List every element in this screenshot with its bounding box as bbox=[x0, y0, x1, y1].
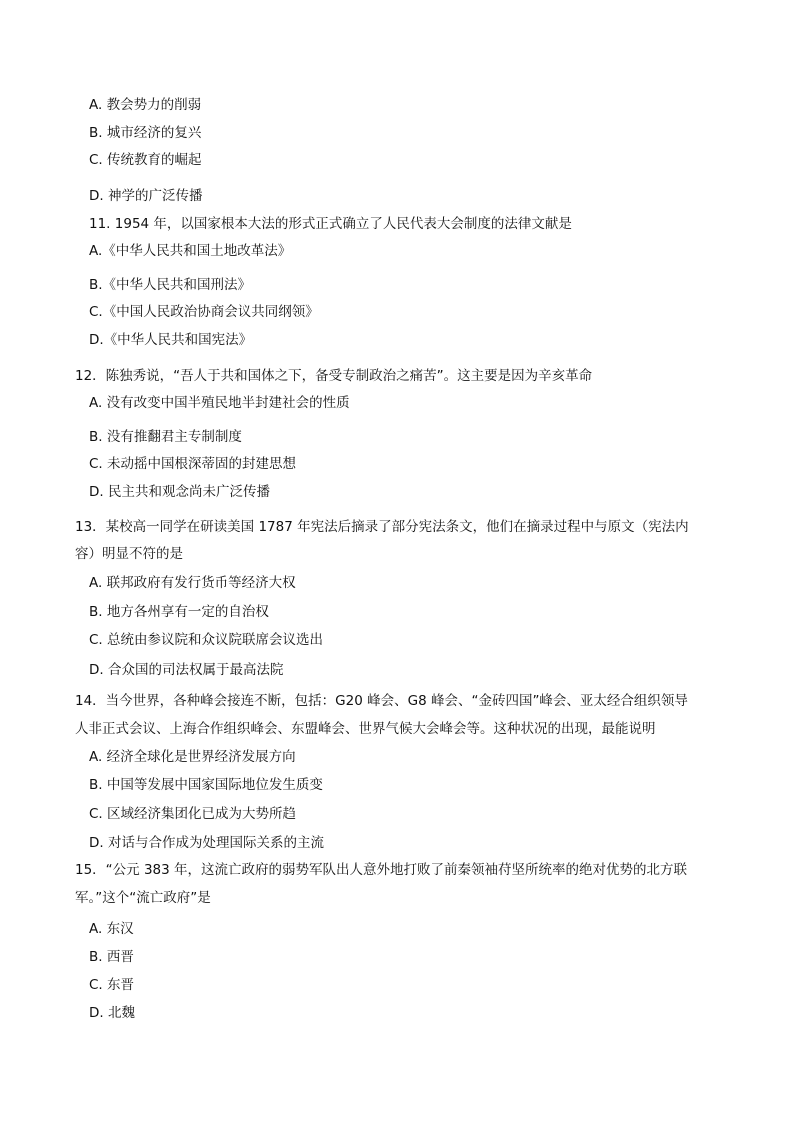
option-b: B.《中华人民共和国刑法》 bbox=[89, 277, 252, 293]
question-12-stem: 12．陈独秀说，“吾人于共和国体之下，备受专制政治之痛苦”。这主要是因为辛亥革命 bbox=[75, 368, 593, 384]
option-d: D. 神学的广泛传播 bbox=[89, 188, 203, 204]
option-d: D.《中华人民共和国宪法》 bbox=[89, 332, 253, 348]
option-c: C. 总统由参议院和众议院联席会议选出 bbox=[89, 632, 324, 648]
option-c: C. 未动摇中国根深蒂固的封建思想 bbox=[89, 456, 297, 472]
option-c: C.《中国人民政治协商会议共同纲领》 bbox=[89, 304, 319, 320]
option-b: B. 没有推翻君主专制制度 bbox=[89, 429, 242, 445]
option-b: B. 西晋 bbox=[89, 949, 134, 965]
question-14-stem-cont: 人非正式会议、上海合作组织峰会、东盟峰会、世界气候大会峰会等。这种状况的出现，最能说明 bbox=[75, 721, 656, 737]
option-a: A. 经济全球化是世界经济发展方向 bbox=[89, 749, 296, 765]
option-a: A. 没有改变中国半殖民地半封建社会的性质 bbox=[89, 395, 350, 411]
question-15-stem-cont: 军。”这个“流亡政府”是 bbox=[75, 890, 211, 906]
option-b: B. 中国等发展中国家国际地位发生质变 bbox=[89, 777, 323, 793]
option-c: C. 区域经济集团化已成为大势所趋 bbox=[89, 806, 297, 822]
option-a: A.《中华人民共和国土地改革法》 bbox=[89, 243, 292, 259]
question-14-stem: 14．当今世界，各种峰会接连不断，包括：G20 峰会、G8 峰会、“金砖四国”峰会、亚太经合组织领导 bbox=[75, 693, 688, 709]
option-c: C. 传统教育的崛起 bbox=[89, 152, 202, 168]
option-b: B. 地方各州享有一定的自治权 bbox=[89, 604, 269, 620]
option-b: B. 城市经济的复兴 bbox=[89, 125, 202, 141]
option-d: D. 民主共和观念尚未广泛传播 bbox=[89, 484, 270, 500]
option-d: D. 对话与合作成为处理国际关系的主流 bbox=[89, 835, 324, 851]
question-11-stem: 11. 1954 年，以国家根本大法的形式正式确立了人民代表大会制度的法律文献是 bbox=[89, 216, 572, 232]
option-d: D. 合众国的司法权属于最高法院 bbox=[89, 662, 284, 678]
option-c: C. 东晋 bbox=[89, 977, 135, 993]
option-a: A. 东汉 bbox=[89, 921, 134, 937]
question-15-stem: 15．“公元 383 年，这流亡政府的弱势军队出人意外地打败了前秦领袖苻坚所统率的绝对优势的北方联 bbox=[75, 862, 688, 878]
option-a: A. 联邦政府有发行货币等经济大权 bbox=[89, 575, 296, 591]
option-d: D. 北魏 bbox=[89, 1005, 135, 1021]
option-a: A. 教会势力的削弱 bbox=[89, 97, 202, 113]
question-13-stem: 13．某校高一同学在研读美国 1787 年宪法后摘录了部分宪法条文，他们在摘录过程中与原文（宪法内 bbox=[75, 519, 689, 535]
question-13-stem-cont: 容）明显不符的是 bbox=[75, 546, 183, 562]
